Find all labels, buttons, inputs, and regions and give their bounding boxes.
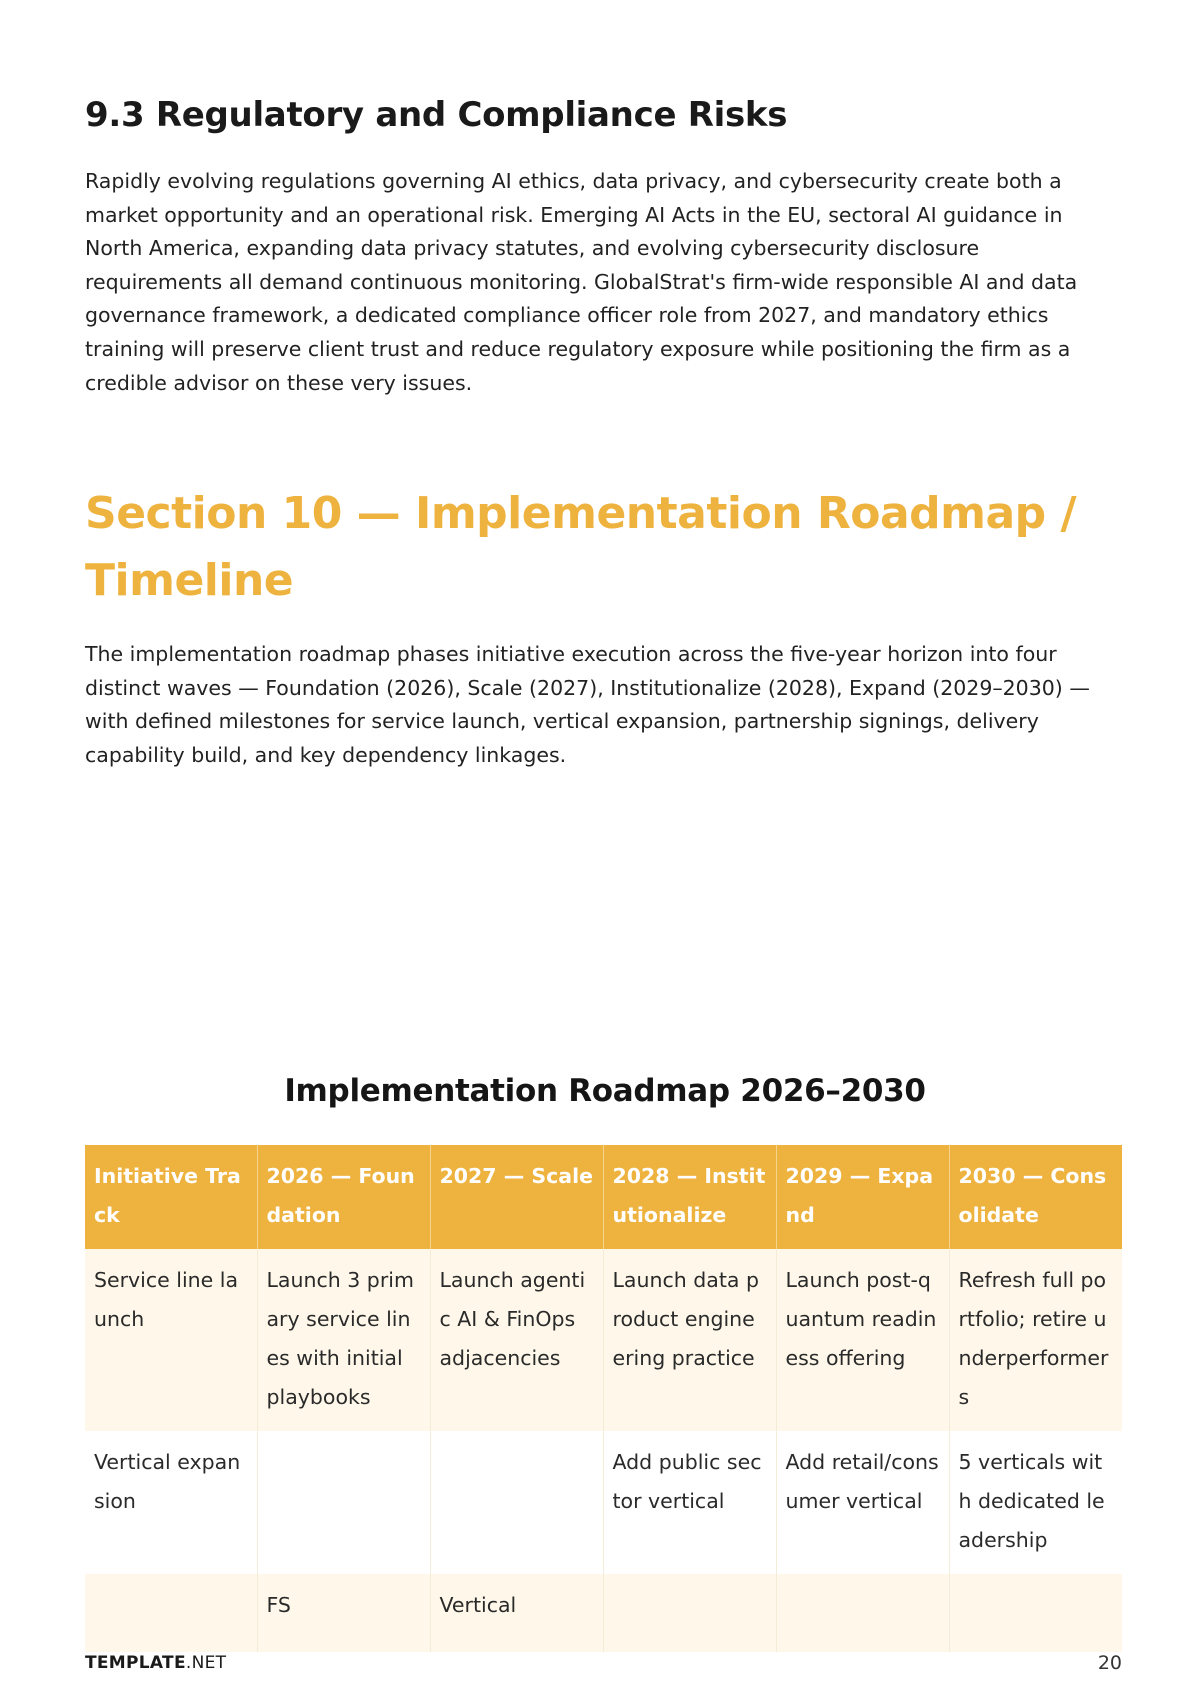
page-number: 20 bbox=[1097, 1652, 1122, 1674]
table-cell: 5 verticals with dedicated leadership bbox=[949, 1431, 1122, 1574]
table-cell: Service line launch bbox=[85, 1249, 257, 1431]
table-cell: Vertical expansion bbox=[85, 1431, 257, 1574]
footer-brand-bold: TEMPLATE bbox=[85, 1653, 186, 1673]
table-cell: Launch post-quantum readiness offering bbox=[776, 1249, 949, 1431]
table-row bbox=[85, 1249, 1122, 1431]
table-cell: FS bbox=[257, 1574, 430, 1652]
footer-brand-logo bbox=[85, 1653, 226, 1673]
table-cell bbox=[85, 1574, 257, 1652]
table-header-cell: 2029 — Expand bbox=[776, 1145, 949, 1249]
table-row bbox=[85, 1431, 1122, 1574]
table-header-cell: 2028 — Institutionalize bbox=[603, 1145, 776, 1249]
table-row bbox=[85, 1574, 1122, 1652]
roadmap-table-container bbox=[85, 1145, 1122, 1652]
table-cell: Launch agentic AI & FinOps adjacencies bbox=[430, 1249, 603, 1431]
table-cell bbox=[776, 1574, 949, 1652]
section-title: Section 10 — Implementation Roadmap / Timeline bbox=[85, 488, 1077, 606]
table-cell bbox=[257, 1431, 430, 1574]
table-header-cell: 2027 — Scale bbox=[430, 1145, 603, 1249]
table-cell bbox=[603, 1574, 776, 1652]
section-body: The implementation roadmap phases initiative execution across the five-year horizon into four distinct waves — Foundation (2026), Scale (2027), Institutionalize (2028), Expand (2029–2030) — with defined milestones for service launch, vertical expansion, partnership signings, delivery capability build, and key dependency linkages. bbox=[85, 642, 1090, 767]
table-cell bbox=[949, 1574, 1122, 1652]
table-cell: Add public sector vertical bbox=[603, 1431, 776, 1574]
table-title: Implementation Roadmap 2026–2030 bbox=[284, 1073, 926, 1109]
table-cell bbox=[430, 1431, 603, 1574]
table-cell: Add retail/consumer vertical bbox=[776, 1431, 949, 1574]
table-header-cell: 2030 — Consolidate bbox=[949, 1145, 1122, 1249]
table-cell: Launch 3 primary service lines with initial playbooks bbox=[257, 1249, 430, 1431]
footer-brand-suffix: .NET bbox=[185, 1653, 227, 1673]
table-header-row bbox=[85, 1145, 1122, 1249]
table-header-cell: Initiative Track bbox=[85, 1145, 257, 1249]
roadmap-table bbox=[85, 1145, 1122, 1652]
table-cell: Launch data product engineering practice bbox=[603, 1249, 776, 1431]
subsection-title: 9.3 Regulatory and Compliance Risks bbox=[85, 95, 788, 135]
subsection-body: Rapidly evolving regulations governing AI ethics, data privacy, and cybersecurity create both a market opportunity and an operational risk. Emerging AI Acts in the EU, sectoral AI guidance in North America, expanding data privacy statutes, and evolving cybersecurity disclosure requirements all demand continuous monitoring. GlobalStrat's firm-wide responsible AI and data governance framework, a dedicated compliance officer role from 2027, and mandatory ethics training will preserve client trust and reduce regulatory exposure while positioning the firm as a credible advisor on these very issues. bbox=[85, 169, 1078, 395]
table-cell: Refresh full portfolio; retire underperformers bbox=[949, 1249, 1122, 1431]
table-cell: Vertical bbox=[430, 1574, 603, 1652]
table-header-cell: 2026 — Foundation bbox=[257, 1145, 430, 1249]
